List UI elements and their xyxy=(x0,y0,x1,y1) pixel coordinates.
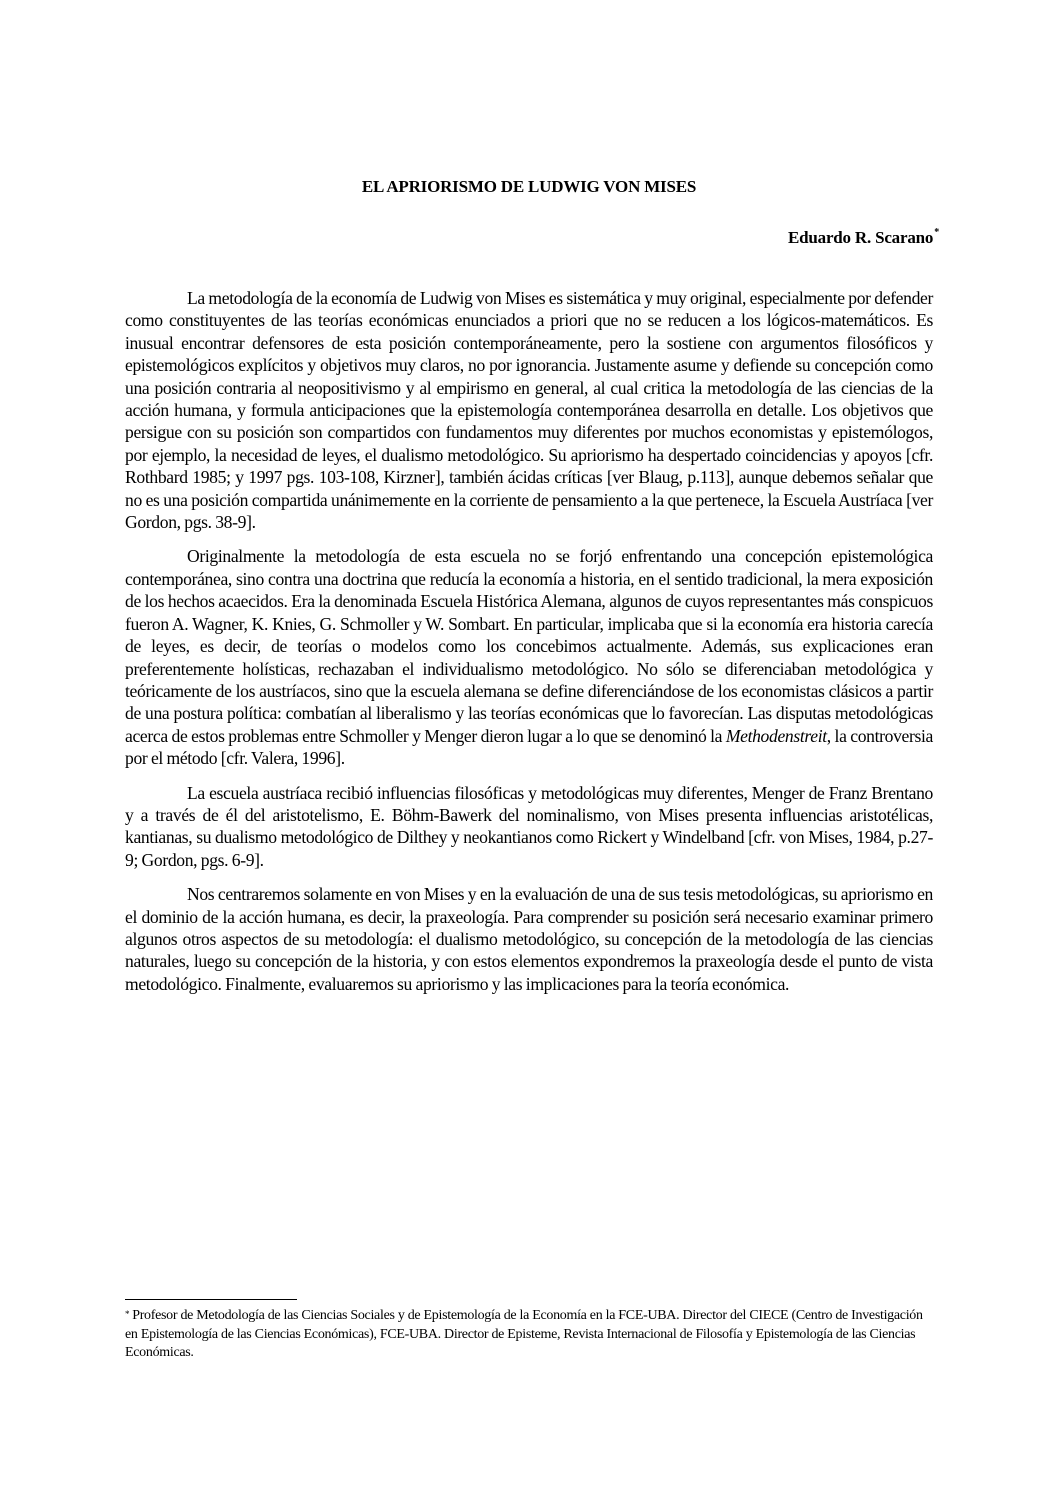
paragraph-4: Nos centraremos solamente en von Mises y en la evaluación de una de sus tesis metodológicas, su apriorismo en el dominio de la acción humana, es decir, la praxeología. Para comprender su posición será necesario examinar primero algunos otros aspectos de su metodología: el dualismo metodológico, su concepción de la metodología de las ciencias naturales, luego su concepción de la historia, y con estos elementos expondremos la praxeología desde el punto de vista metodológico. Finalmente, evaluaremos su apriorismo y las implicaciones para la teoría económica. xyxy=(125,884,933,994)
footnote-separator xyxy=(125,1299,297,1300)
methodenstreit-term: Methodenstreit xyxy=(725,725,827,746)
paragraph-2-text-start: Originalmente la metodología de esta escuela no se forjó enfrentando una concepción epistemológica contemporánea, sino contra una doctrina que reducía la economía a historia, en el sentido tradicional, la mera exposición de los hechos acaecidos. Era la denominada Escuela Histórica Alemana, algunos de cuyos representantes más conspicuos fueron A. Wagner, K. Knies, G. Schmoller y W. Sombart. En particular, implicaba que si la economía era historia carecía de leyes, es decir, de teorías o modelos como los concebimos actualmente. Además, sus explicaciones eran preferentemente holísticas, rechazaban el individualismo metodológico. No sólo se diferenciaban metodológica y teóricamente de los austríacos, sino que la escuela alemana se define diferenciándose de los economistas clásicos a partir de una postura política: combatían al liberalismo y las teorías económicas que lo favorecían. Las disputas metodológicas acerca de estos problemas entre Schmoller y Menger dieron lugar a lo que se denominó la xyxy=(125,546,933,746)
footnote-text: Profesor de Metodología de las Ciencias Sociales y de Epistemología de la Economía en la FCE-UBA. Director del CIECE (Centro de Investigación en Epistemología de las Ciencias Económicas), FCE-UBA. Director de Episteme, Revista Internacional de Filosofía y Epistemología de las Ciencias Económicas. xyxy=(125,1308,923,1360)
document-title: EL APRIORISMO DE LUDWIG VON MISES xyxy=(361,177,697,196)
footnote xyxy=(125,1307,937,1363)
paragraph-2 xyxy=(125,545,933,769)
footnote-mark: * xyxy=(125,1309,130,1319)
author-footnote-mark[interactable]: * xyxy=(934,227,939,238)
paragraph-2-text-end: , la controversia por el método [cfr. Valera, 1996]. xyxy=(125,725,933,769)
document-body xyxy=(125,287,933,1007)
paragraph-3: La escuela austríaca recibió influencias filosóficas y metodológicas muy diferentes, Menger de Franz Brentano y a través de él del aristotelismo, E. Böhm-Bawerk del nominalismo, von Mises presenta influencias aristotélicas, kantianas, su dualismo metodológico de Dilthey y neokantianos como Rickert y Windelband [cfr. von Mises, 1984, p.27-9; Gordon, pgs. 6-9]. xyxy=(125,782,933,870)
author-line xyxy=(788,228,939,248)
author-name: Eduardo R. Scarano xyxy=(788,228,934,247)
paragraph-1: La metodología de la economía de Ludwig von Mises es sistemática y muy original, especialmente por defender como constituyentes de las teorías económicas enunciados a priori que no se reducen a los lógicos-matemáticos. Es inusual encontrar defensores de esta posición contemporáneamente, pero la sostiene con argumentos filosóficos y epistemológicos explícitos y objetivos muy claros, no por ignorancia. Justamente asume y defiende su concepción como una posición contraria al neopositivismo y al empirismo en general, al cual critica la metodología de las ciencias de la acción humana, y formula anticipaciones que la epistemología contemporánea desarrolla en detalle. Los objetivos que persigue con su posición son compartidos con fundamentos muy diferentes por muchos economistas y epistemólogos, por ejemplo, la necesidad de leyes, el dualismo metodológico. Su apriorismo ha despertado coincidencias y apoyos [cfr. Rothbard 1985; y 1997 pgs. 103-108, Kirzner], también ácidas críticas [ver Blaug, p.113], aunque debemos señalar que no es una posición compartida unánimemente en la corriente de pensamiento a la que pertenece, la Escuela Austríaca [ver Gordon, pgs. 38-9]. xyxy=(125,288,933,533)
